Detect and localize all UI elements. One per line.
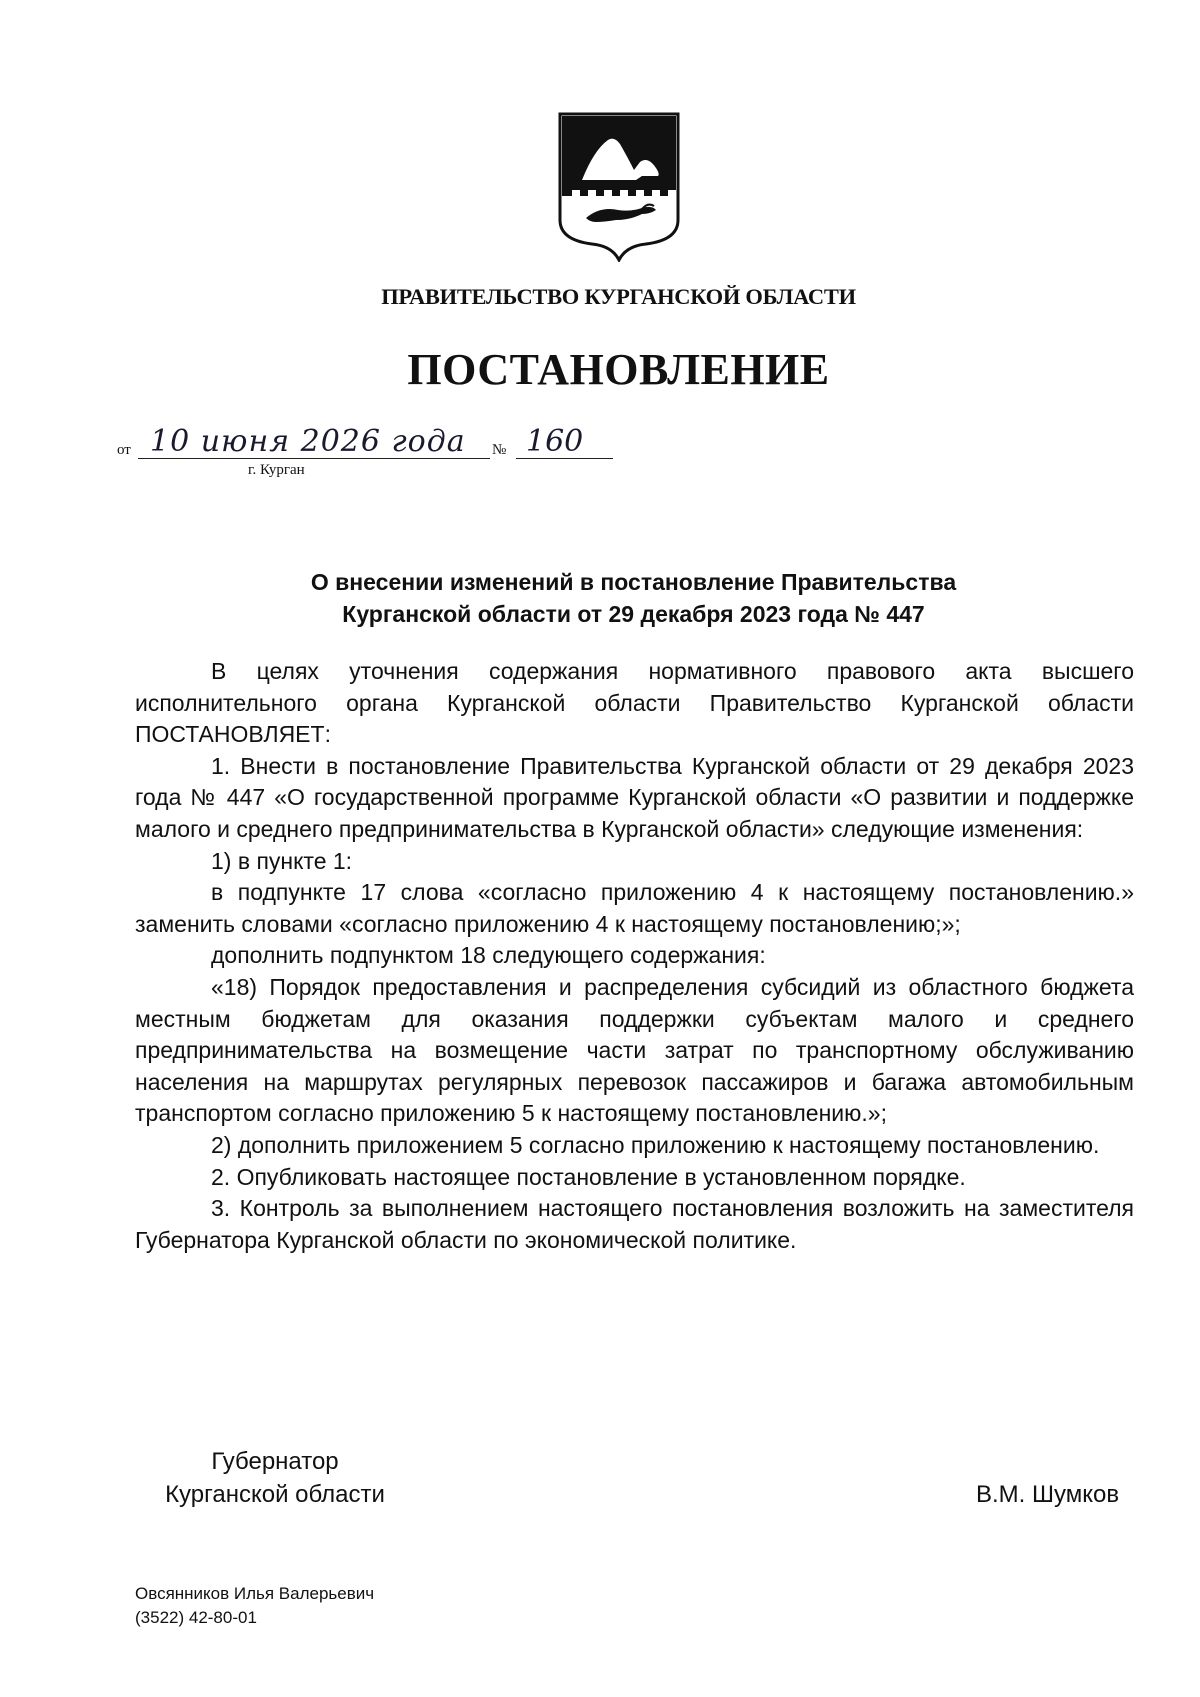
date-prefix: от	[117, 442, 131, 458]
document-meta	[0, 424, 1200, 488]
city: г. Курган	[248, 462, 305, 478]
body-paragraph: в подпункте 17 слова «согласно приложению 4 к настоящему постановлению.» заменить словами «согласно приложению 4 к настоящему постановлению;»;	[135, 879, 1134, 937]
document-title	[0, 566, 1200, 630]
executor-phone: (3522) 42-80-01	[135, 1608, 257, 1627]
document-type: ПОСТАНОВЛЕНИЕ	[407, 345, 830, 394]
body-paragraph: «18) Порядок предоставления и распределения субсидий из областного бюджета местным бюджетам для оказания поддержки субъектам малого и среднего предпринимательства на возмещение части затрат по транспортному обслуживанию населения на маршрутах регулярных перевозок пассажиров и багажа автомобильным транспортом согласно приложению 5 к настоящему постановлению.»;	[135, 973, 1134, 1127]
body-paragraph: дополнить подпунктом 18 следующего содержания:	[211, 942, 766, 969]
signatory-position	[145, 1445, 405, 1511]
handwritten-date: 10 июня 2026 года	[150, 424, 466, 459]
body-paragraph: 2. Опубликовать настоящее постановление в установленном порядке.	[211, 1163, 966, 1190]
body-paragraph: 2) дополнить приложением 5 согласно приложению к настоящему постановлению.	[211, 1131, 1100, 1158]
executor-info	[135, 1582, 374, 1630]
body-paragraph: 3. Контроль за выполнением настоящего постановления возложить на заместителя Губернатора Курганской области по экономической политике.	[135, 1195, 1134, 1253]
title-line-2: Курганской области от 29 декабря 2023 года № 447	[342, 601, 925, 627]
position-line-2: Курганской области	[165, 1481, 385, 1508]
document-body	[135, 656, 1134, 1256]
number-label: №	[492, 442, 507, 458]
body-paragraph: 1. Внести в постановление Правительства Курганской области от 29 декабря 2023 года № 447 «О государственной программе Курганской области «О развитии и поддержке малого и среднего предпринимательства в Курганской области» следующие изменения:	[135, 752, 1134, 842]
body-paragraph: 1) в пункте 1:	[211, 847, 353, 874]
body-paragraph: В целях уточнения содержания нормативного правового акта высшего исполнительного органа Курганской области Правительство Курганской области ПОСТАНОВЛЯЕТ:	[135, 658, 1134, 748]
organization-name: ПРАВИТЕЛЬСТВО КУРГАНСКОЙ ОБЛАСТИ	[381, 284, 856, 309]
executor-name: Овсянников Илья Валерьевич	[135, 1584, 375, 1603]
kurgan-coat-of-arms-icon	[556, 110, 682, 262]
title-line-1: О внесении изменений в постановление Правительства	[310, 569, 957, 595]
signatory-name: В.М. Шумков	[976, 1481, 1120, 1508]
handwritten-number: 160	[526, 424, 584, 459]
position-line-1: Губернатор	[211, 1448, 339, 1475]
